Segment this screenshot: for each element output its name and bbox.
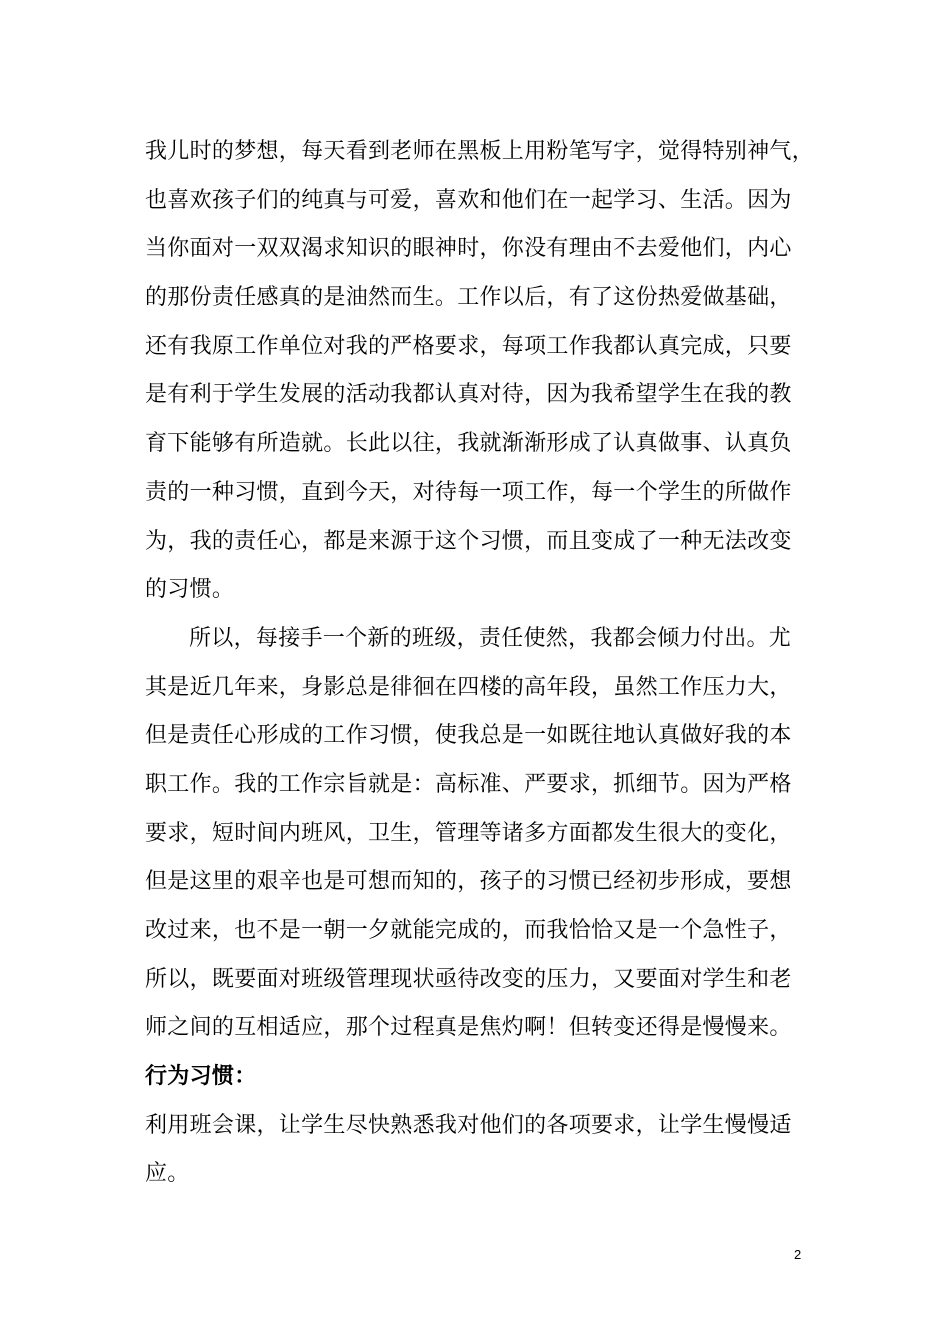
section-heading: 行为习惯： bbox=[145, 1064, 257, 1090]
text-line: 所以，既要面对班级管理现状亟待改变的压力，又要面对学生和老 bbox=[145, 966, 792, 992]
text-line: 也喜欢孩子们的纯真与可爱，喜欢和他们在一起学习、生活。因为 bbox=[145, 187, 792, 213]
text-line: 的那份责任感真的是油然而生。工作以后，有了这份热爱做基础， bbox=[145, 285, 792, 311]
text-line: 其是近几年来，身影总是徘徊在四楼的高年段，虽然工作压力大， bbox=[145, 674, 792, 700]
text-line: 但是责任心形成的工作习惯，使我总是一如既往地认真做好我的本 bbox=[145, 723, 792, 749]
text-line: 但是这里的艰辛也是可想而知的，孩子的习惯已经初步形成，要想 bbox=[145, 869, 792, 895]
text-line: 利用班会课，让学生尽快熟悉我对他们的各项要求，让学生慢慢适 bbox=[145, 1112, 792, 1138]
text-line: 还有我原工作单位对我的严格要求，每项工作我都认真完成，只要 bbox=[145, 333, 792, 359]
text-line: 为，我的责任心，都是来源于这个习惯，而且变成了一种无法改变 bbox=[145, 528, 792, 554]
page-number: 2 bbox=[794, 1247, 802, 1262]
text-line: 师之间的互相适应，那个过程真是焦灼啊！但转变还得是慢慢来。 bbox=[145, 1015, 792, 1041]
text-line: 我儿时的梦想，每天看到老师在黑板上用粉笔写字，觉得特别神气， bbox=[145, 139, 815, 164]
text-line: 育下能够有所造就。长此以往，我就渐渐形成了认真做事、认真负 bbox=[145, 431, 792, 457]
text-line: 改过来，也不是一朝一夕就能完成的，而我恰恰又是一个急性子， bbox=[145, 918, 792, 943]
text-line: 当你面对一双双渴求知识的眼神时，你没有理由不去爱他们，内心 bbox=[145, 236, 792, 262]
body-text bbox=[145, 128, 815, 1199]
text-line: 的习惯。 bbox=[145, 577, 235, 603]
paragraph-start-line: 所以，每接手一个新的班级，责任使然，我都会倾力付出。尤 bbox=[189, 625, 792, 651]
text-line: 是有利于学生发展的活动我都认真对待，因为我希望学生在我的教 bbox=[145, 382, 792, 408]
text-line: 职工作。我的工作宗旨就是：高标准、严要求，抓细节。因为严格 bbox=[145, 771, 792, 797]
text-line: 应。 bbox=[145, 1161, 190, 1187]
text-line: 责的一种习惯，直到今天，对待每一项工作，每一个学生的所做作 bbox=[145, 479, 792, 505]
text-line: 要求，短时间内班风，卫生，管理等诸多方面都发生很大的变化， bbox=[145, 820, 792, 846]
